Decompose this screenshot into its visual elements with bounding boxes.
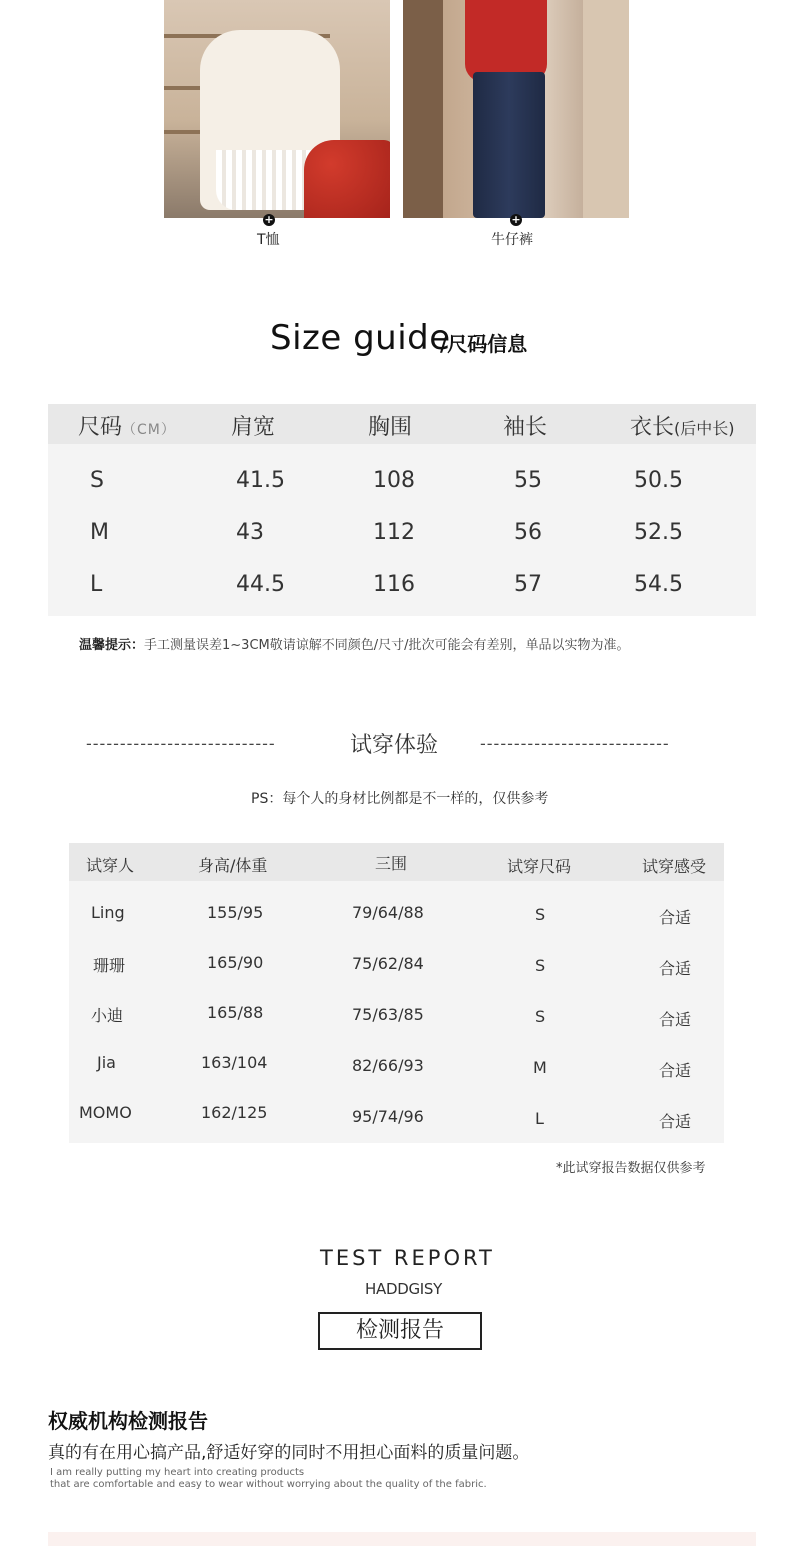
size-table-header <box>48 404 756 444</box>
size-cell: S <box>535 905 546 924</box>
shoulder-value: 41.5 <box>236 468 285 493</box>
try-on-table <box>69 843 724 1143</box>
person-cell: Jia <box>97 1053 116 1072</box>
height-weight-cell: 155/95 <box>207 903 264 922</box>
try-on-ps: PS：每个人的身材比例都是不一样的，仅供参考 <box>251 791 549 807</box>
person-cell: 小迪 <box>91 1006 124 1025</box>
feel-cell: 合适 <box>659 1061 692 1080</box>
tip-text: 手工测量误差1~3CM敬请谅解不同颜色/尺寸/批次可能会有差别，单品以实物为准。 <box>144 638 630 653</box>
height-weight-cell: 165/88 <box>207 1003 264 1022</box>
header-sleeve: 袖长 <box>503 415 548 440</box>
header-height-weight: 身高/体重 <box>198 856 268 875</box>
brand-name: HADDGISY <box>365 1280 442 1298</box>
feel-cell: 合适 <box>659 959 692 978</box>
try-on-note: *此试穿报告数据仅供参考 <box>556 1161 706 1176</box>
measurements-cell: 82/66/93 <box>352 1056 424 1075</box>
header-size-unit: （CM） <box>122 422 176 438</box>
product-label-tshirt: T恤 <box>257 232 280 248</box>
size-guide-title: Size guide <box>270 318 451 358</box>
authority-english-line-1: I am really putting my heart into creating products <box>50 1467 305 1478</box>
length-value: 54.5 <box>634 572 683 597</box>
height-weight-cell: 162/125 <box>201 1103 268 1122</box>
size-cell: L <box>535 1109 544 1128</box>
shoulder-value: 43 <box>236 520 264 545</box>
header-bust: 胸围 <box>368 415 413 440</box>
try-on-table-header <box>69 843 724 881</box>
sleeve-value: 56 <box>514 520 542 545</box>
feel-cell: 合适 <box>659 1010 692 1029</box>
header-feel: 试穿感受 <box>642 857 707 876</box>
measurements-cell: 75/62/84 <box>352 954 424 973</box>
person-cell: 珊珊 <box>93 956 126 975</box>
bust-value: 112 <box>373 520 415 545</box>
header-size: 试穿尺码 <box>507 857 572 876</box>
plus-icon[interactable]: + <box>264 213 274 226</box>
feel-cell: 合适 <box>659 1112 692 1131</box>
size-guide-subtitle: /尺码信息 <box>440 332 528 356</box>
person-cell: Ling <box>91 903 125 922</box>
size-table <box>48 404 756 616</box>
header-length-note: (后中长) <box>674 419 735 438</box>
length-value: 50.5 <box>634 468 683 493</box>
product-photo-tshirt <box>164 0 390 218</box>
shoulder-value: 44.5 <box>236 572 285 597</box>
header-length: 衣长(后中长) <box>630 415 735 440</box>
sleeve-value: 57 <box>514 572 542 597</box>
authority-report-body: 真的有在用心搞产品,舒适好穿的同时不用担心面料的质量问题。 <box>48 1443 530 1463</box>
size-cell: M <box>533 1058 547 1077</box>
authority-report-title: 权威机构检测报告 <box>48 1409 208 1433</box>
product-label-jeans: 牛仔裤 <box>491 232 533 248</box>
sleeve-value: 55 <box>514 468 542 493</box>
authority-english-line-2: that are comfortable and easy to wear without worrying about the quality of the fabric. <box>50 1479 487 1490</box>
bust-value: 108 <box>373 468 415 493</box>
size-cell: S <box>535 956 546 975</box>
height-weight-cell: 163/104 <box>201 1053 268 1072</box>
divider-right: ---------------------------- <box>480 734 670 753</box>
size-value: M <box>90 520 109 545</box>
height-weight-cell: 165/90 <box>207 953 264 972</box>
size-value: L <box>90 572 103 597</box>
measurement-tip <box>79 634 630 653</box>
header-shoulder: 肩宽 <box>231 415 276 440</box>
bust-value: 116 <box>373 572 415 597</box>
tip-label: 温馨提示： <box>79 638 145 653</box>
next-section-bar <box>48 1532 756 1546</box>
measurements-cell: 79/64/88 <box>352 903 424 922</box>
test-report-button[interactable]: 检测报告 <box>318 1312 482 1350</box>
plus-icon[interactable]: + <box>511 213 521 226</box>
test-report-title: TEST REPORT <box>320 1246 495 1270</box>
length-value: 52.5 <box>634 520 683 545</box>
divider-left: ---------------------------- <box>86 734 276 753</box>
header-size: 尺码（CM） <box>78 415 176 440</box>
header-measurements: 三围 <box>375 854 408 873</box>
size-cell: S <box>535 1007 546 1026</box>
header-person: 试穿人 <box>86 856 135 875</box>
measurements-cell: 95/74/96 <box>352 1107 424 1126</box>
measurements-cell: 75/63/85 <box>352 1005 424 1024</box>
try-on-title: 试穿体验 <box>350 733 439 758</box>
product-photo-jeans <box>403 0 629 218</box>
size-value: S <box>90 468 104 493</box>
person-cell: MOMO <box>79 1103 132 1122</box>
feel-cell: 合适 <box>659 908 692 927</box>
